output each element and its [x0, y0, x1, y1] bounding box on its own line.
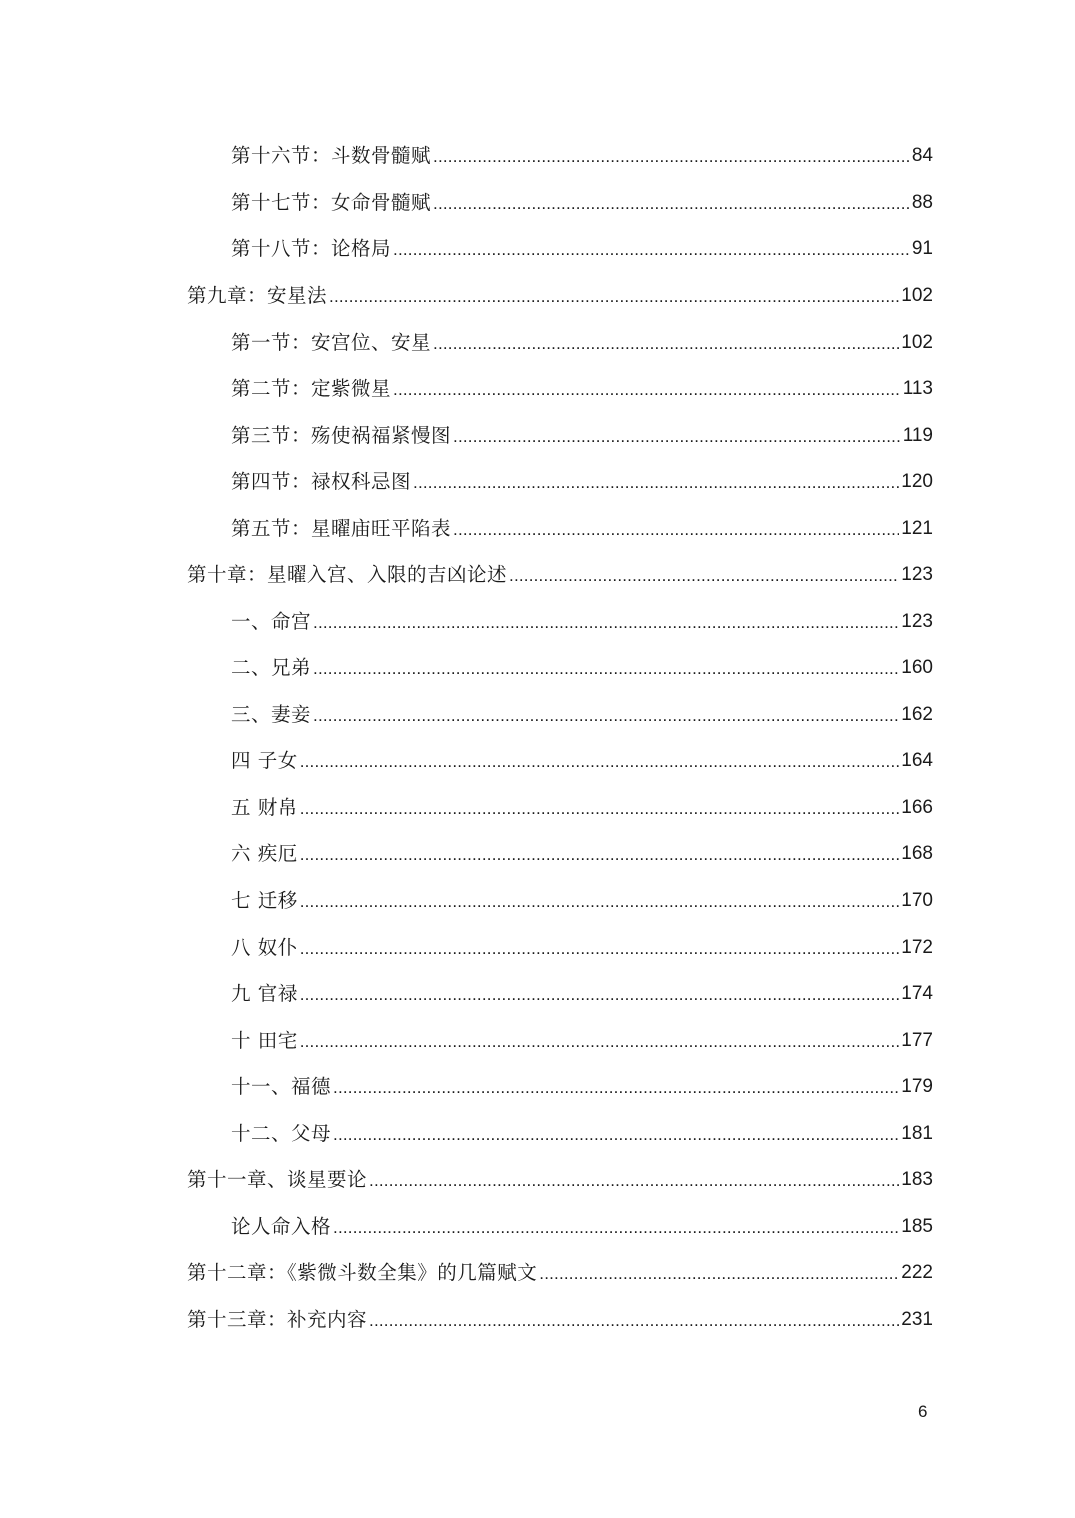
dot-leader	[539, 1261, 899, 1287]
toc-entry-title: 第十八节：论格局	[231, 237, 392, 260]
toc-entry-page: 174	[901, 983, 933, 1004]
toc-entry-title: 八 奴仆	[231, 936, 298, 959]
dot-leader	[313, 703, 899, 729]
toc-entry-page: 88	[911, 192, 933, 213]
toc-chapter-entry[interactable]	[187, 281, 933, 311]
toc-entry-title: 四 子女	[231, 749, 298, 772]
toc-entry-page: 102	[901, 285, 933, 306]
dot-leader	[300, 889, 900, 915]
toc-entry[interactable]	[231, 700, 933, 730]
dot-leader	[300, 749, 900, 775]
toc-entry-page: 177	[901, 1030, 933, 1051]
toc-entry[interactable]	[231, 421, 933, 451]
toc-entry[interactable]	[231, 328, 933, 358]
toc-chapter-entry[interactable]	[187, 560, 933, 590]
toc-entry[interactable]	[231, 839, 933, 869]
dot-leader	[300, 936, 900, 962]
dot-leader	[433, 144, 910, 170]
toc-entry-page: 123	[901, 564, 933, 585]
dot-leader	[393, 237, 910, 263]
toc-entry-title: 第九章：安星法	[187, 284, 328, 307]
dot-leader	[393, 377, 901, 403]
toc-entry-title: 第十三章：补充内容	[187, 1308, 368, 1331]
toc-entry[interactable]	[231, 514, 933, 544]
dot-leader	[433, 331, 899, 357]
toc-entry-title: 十 田宅	[231, 1029, 298, 1052]
toc-entry-page: 231	[901, 1309, 933, 1330]
toc-entry-page: 123	[901, 611, 933, 632]
toc-entry-page: 120	[901, 471, 933, 492]
toc-entry-title: 第十六节：斗数骨髓赋	[231, 144, 432, 167]
toc-chapter-entry[interactable]	[187, 1165, 933, 1195]
dot-leader	[333, 1122, 899, 1148]
toc-entry-page: 166	[901, 797, 933, 818]
dot-leader	[333, 1215, 899, 1241]
dot-leader	[300, 796, 900, 822]
toc-entry-title: 第十二章：《紫微斗数全集》的几篇赋文	[187, 1261, 538, 1284]
dot-leader	[433, 191, 910, 217]
toc-entry-title: 第十七节：女命骨髓赋	[231, 191, 432, 214]
dot-leader	[300, 842, 900, 868]
toc-entry[interactable]	[231, 886, 933, 916]
toc-entry-page: 179	[901, 1076, 933, 1097]
toc-entry-page: 181	[901, 1123, 933, 1144]
toc-chapter-entry[interactable]	[187, 1258, 933, 1288]
toc-entry-title: 第十一章、谈星要论	[187, 1168, 368, 1191]
toc-entry-title: 三、妻妾	[231, 703, 312, 726]
toc-entry-title: 十一、福德	[231, 1075, 332, 1098]
toc-entry[interactable]	[231, 1072, 933, 1102]
page-number: 6	[918, 1402, 928, 1421]
toc-entry-title: 论人命入格	[231, 1215, 332, 1238]
toc-entry-title: 七 迁移	[231, 889, 298, 912]
toc-entry-page: 222	[901, 1262, 933, 1283]
toc-entry-title: 五 财帛	[231, 796, 298, 819]
dot-leader	[509, 563, 899, 589]
toc-entry-page: 172	[901, 937, 933, 958]
dot-leader	[413, 470, 899, 496]
toc-entry[interactable]	[231, 1026, 933, 1056]
toc-entry-page: 170	[901, 890, 933, 911]
toc-entry-page: 84	[911, 145, 933, 166]
toc-entry-page: 91	[911, 238, 933, 259]
toc-entry-page: 164	[901, 750, 933, 771]
toc-entry[interactable]	[231, 1212, 933, 1242]
toc-entry-title: 第二节：定紫微星	[231, 377, 392, 400]
toc-entry[interactable]	[231, 933, 933, 963]
toc-entry-page: 183	[901, 1169, 933, 1190]
toc-entry-title: 第三节：殇使祸福紧慢图	[231, 424, 452, 447]
dot-leader	[369, 1308, 899, 1334]
dot-leader	[369, 1168, 899, 1194]
toc-entry-title: 六 疾厄	[231, 842, 298, 865]
toc-entry-page: 168	[901, 843, 933, 864]
toc-entry-page: 113	[902, 378, 933, 399]
toc-entry[interactable]	[231, 979, 933, 1009]
toc-entry-page: 160	[901, 657, 933, 678]
toc-entry-title: 九 官禄	[231, 982, 298, 1005]
toc-entry[interactable]	[231, 653, 933, 683]
toc-entry[interactable]	[231, 234, 933, 264]
toc-entry-page: 102	[901, 332, 933, 353]
toc-entry-title: 第五节：星曜庙旺平陷表	[231, 517, 452, 540]
toc-entry[interactable]	[231, 793, 933, 823]
toc-entry-title: 第十章：星曜入宫、入限的吉凶论述	[187, 563, 508, 586]
toc-entry-page: 119	[902, 425, 933, 446]
toc-entry[interactable]	[231, 374, 933, 404]
toc-entry-page: 185	[901, 1216, 933, 1237]
toc-entry-title: 第四节：禄权科忌图	[231, 470, 412, 493]
dot-leader	[333, 1075, 899, 1101]
toc-entry-title: 一、命宫	[231, 610, 312, 633]
toc-entry[interactable]	[231, 141, 933, 171]
dot-leader	[313, 610, 899, 636]
toc-entry[interactable]	[231, 746, 933, 776]
dot-leader	[313, 656, 899, 682]
toc-entry[interactable]	[231, 1119, 933, 1149]
toc-entry[interactable]	[231, 467, 933, 497]
dot-leader	[453, 517, 899, 543]
toc-entry-page: 121	[901, 518, 933, 539]
dot-leader	[300, 982, 900, 1008]
toc-chapter-entry[interactable]	[187, 1305, 933, 1335]
toc-entry-page: 162	[901, 704, 933, 725]
dot-leader	[300, 1029, 900, 1055]
toc-entry-title: 二、兄弟	[231, 656, 312, 679]
toc-entry[interactable]	[231, 607, 933, 637]
dot-leader	[453, 424, 901, 450]
toc-entry-title: 十二、父母	[231, 1122, 332, 1145]
toc-entry-title: 第一节：安宫位、安星	[231, 331, 432, 354]
dot-leader	[329, 284, 899, 310]
toc-entry[interactable]	[231, 188, 933, 218]
